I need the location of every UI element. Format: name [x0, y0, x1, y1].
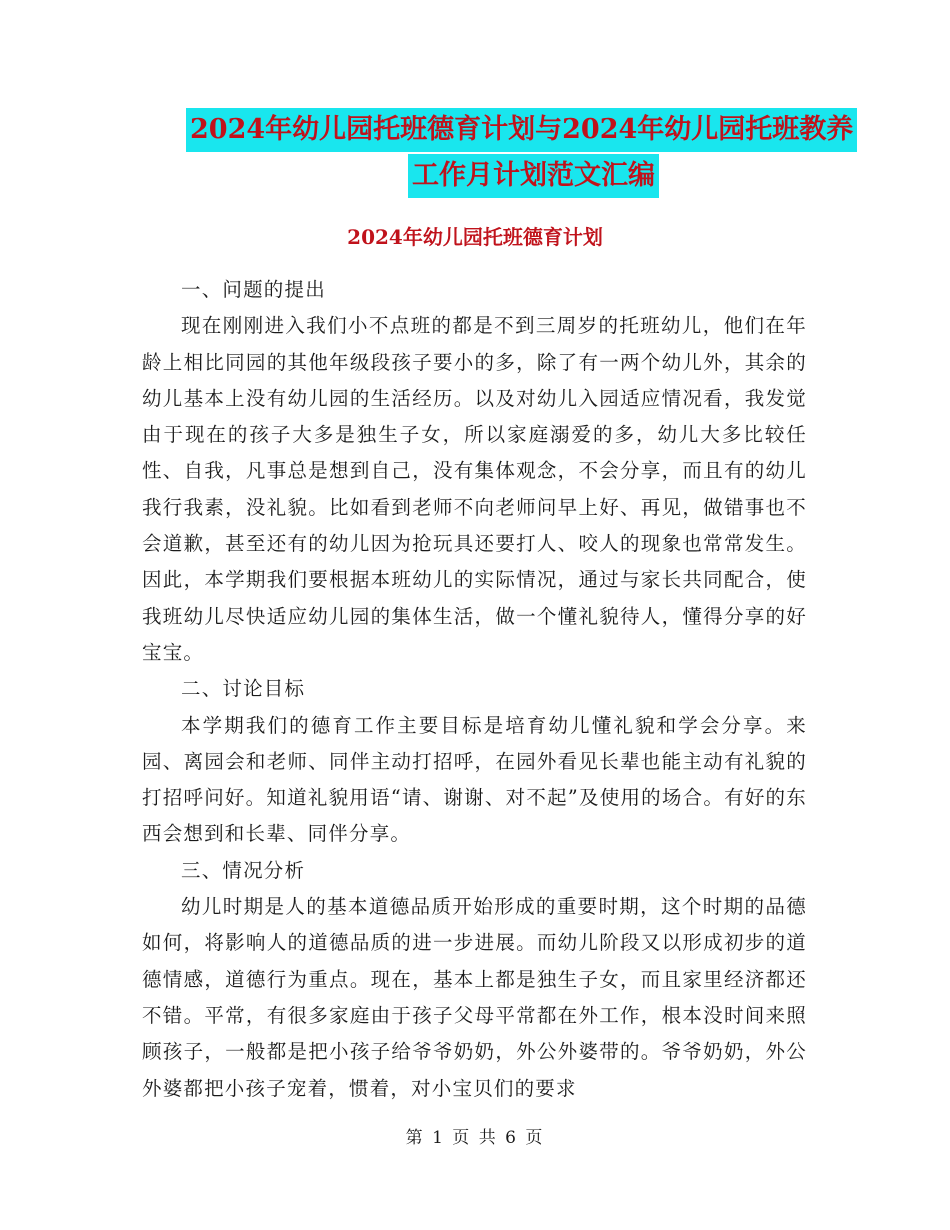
document-body: [142, 272, 807, 1107]
section-title: 2024年幼儿园托班德育计划: [347, 225, 603, 249]
paragraph-analysis: 幼儿时期是人的基本道德品质开始形成的重要时期，这个时期的品德如何，将影响人的道德品质的进一步进展。而幼儿阶段又以形成初步的道德情感，道德行为重点。现在，基本上都是独生子女，而且家里经济都还不错。平常，有很多家庭由于孩子父母平常都在外工作，根本没时间来照顾孩子，一般都是把小孩子给爷爷奶奶，外公外婆带的。爷爷奶奶，外公外婆都把小孩子宠着，惯着，对小宝贝们的要求: [142, 895, 807, 1100]
section-heading-analysis: 三、情况分析: [181, 858, 306, 882]
title-line-2: 工作月计划范文汇编: [408, 154, 659, 198]
section-heading-goals: 二、讨论目标: [181, 677, 306, 701]
paragraph-goals: 本学期我们的德育工作主要目标是培育幼儿懂礼貌和学会分享。来园、离园会和老师、同伴主动打招呼，在园外看见长辈也能主动有礼貌的打招呼问好。知道礼貌用语“请、谢谢、对不起”及使用的场合。有好的东西会想到和长辈、同伴分享。: [142, 713, 807, 846]
section-heading-problem: 一、问题的提出: [181, 278, 326, 301]
paragraph-problem: 现在刚刚进入我们小不点班的都是不到三周岁的托班幼儿，他们在年龄上相比同园的其他年级段孩子要小的多，除了有一两个幼儿外，其余的幼儿基本上没有幼儿园的生活经历。以及对幼儿入园适应情况看，我发觉由于现在的孩子大多是独生子女，所以家庭溺爱的多，幼儿大多比较任性、自我，凡事总是想到自己，没有集体观念，不会分享，而且有的幼儿我行我素，没礼貌。比如看到老师不向老师问早上好、再见，做错事也不会道歉，甚至还有的幼儿因为抢玩具还要打人、咬人的现象也常常发生。因此，本学期我们要根据本班幼儿的实际情况，通过与家长共同配合，使我班幼儿尽快适应幼儿园的集体生活，做一个懂礼貌待人，懂得分享的好宝宝。: [142, 314, 807, 664]
title-line-1: 2024年幼儿园托班德育计划与2024年幼儿园托班教养: [186, 108, 857, 152]
page-number-footer: 第 1 页 共 6 页: [405, 1128, 545, 1148]
